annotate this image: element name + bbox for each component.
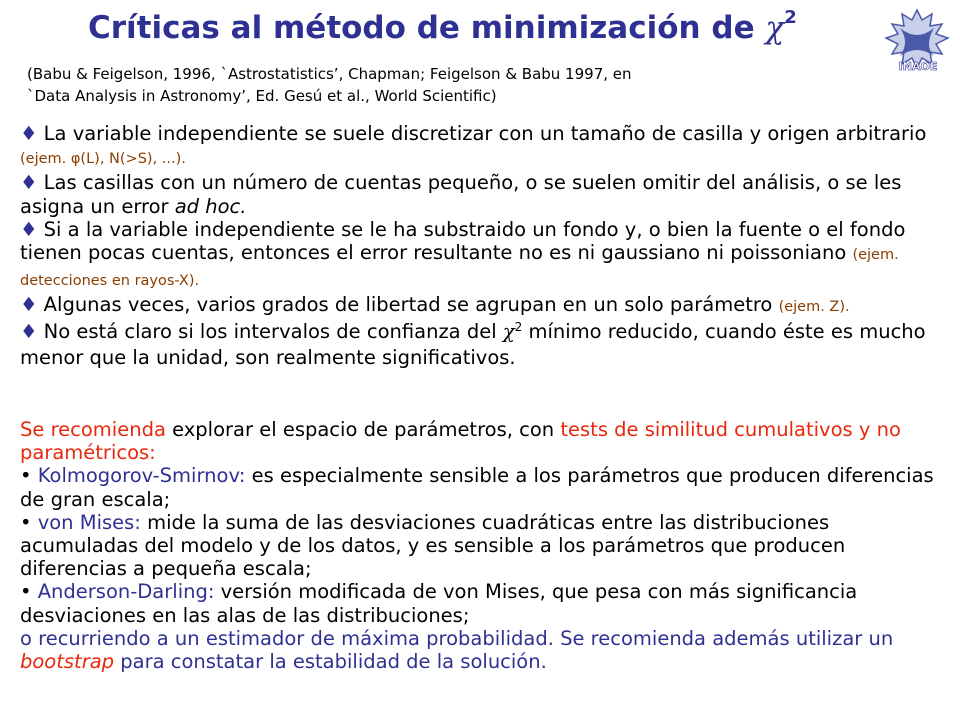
- superscript: 2: [514, 319, 523, 334]
- chi-symbol: χ: [765, 10, 785, 46]
- diamond-icon: ♦: [20, 319, 38, 343]
- diamond-icon: ♦: [20, 293, 38, 317]
- closing-italic: bootstrap: [20, 650, 115, 674]
- test-name: Kolmogorov-Smirnov:: [31, 464, 246, 488]
- bullet-item: [20, 293, 940, 319]
- test-description: es especialmente sensible a los parámetros que producen diferencias de gran escala;: [20, 464, 934, 511]
- title-text: Críticas al método de minimización de: [88, 10, 766, 46]
- diamond-icon: ♦: [20, 217, 38, 241]
- bullet-list: [20, 122, 940, 369]
- bullet-text: La variable independiente se suele discretizar con un tamaño de casilla y origen arbitrario: [37, 122, 927, 145]
- chi-symbol: χ: [502, 319, 515, 343]
- bullet-item: [20, 320, 940, 369]
- reference: [27, 63, 632, 107]
- bullet-text: Las casillas con un número de cuentas pequeño, o se suelen omitir del análisis, o se les asigna un error: [20, 171, 902, 218]
- recommendation-tests: tests de similitud cumulativos y no paramétricos:: [20, 418, 901, 465]
- bullet-item: [20, 218, 940, 294]
- reference-line-2: `Data Analysis in Astronomy’, Ed. Gesú et al., World Scientific): [27, 87, 497, 105]
- recommendation-text: explorar el espacio de parámetros, con: [172, 418, 561, 441]
- recommendation-label: Se recomienda: [20, 418, 173, 441]
- recommendation-intro: [20, 418, 950, 464]
- bullet-note: (ejem. φ(L), N(>S), ...).: [20, 151, 186, 168]
- bullet-text: No está claro si los intervalos de confianza del: [37, 319, 503, 343]
- bullet-item: [20, 122, 940, 171]
- title-superscript: 2: [784, 6, 797, 28]
- bullet-note: (ejem. detecciones en rayos-X).: [20, 247, 899, 290]
- test-item: [20, 464, 950, 510]
- recommendation-section: [20, 418, 950, 673]
- bullet-dot: •: [20, 580, 32, 604]
- test-description: mide la suma de las desviaciones cuadráticas entre las distribuciones acumuladas del modelo y de los datos, y es sensible a los parámetros que producen diferencias a pequeña escala;: [20, 510, 846, 581]
- logo-text: INAOE: [898, 60, 938, 73]
- reference-line-1: (Babu & Feigelson, 1996, `Astrostatistics’, Chapman; Feigelson & Babu 1997, en: [27, 65, 632, 83]
- recommendation-closing: [20, 627, 950, 673]
- diamond-icon: ♦: [20, 122, 38, 145]
- bullet-text: mínimo reducido, cuando éste es mucho menor que la unidad, son realmente significativos.: [20, 319, 926, 369]
- bullet-text: Si a la variable independiente se le ha substraido un fondo y, o bien la fuente o el fondo tienen pocas cuentas, entonces el error resultante no es ni gaussiano ni poissoniano: [20, 217, 906, 265]
- test-item: [20, 511, 950, 581]
- diamond-icon: ♦: [20, 171, 38, 195]
- test-name: von Mises:: [31, 510, 141, 534]
- closing-text: o recurriendo a un estimador de máxima probabilidad. Se recomienda además utilizar un: [20, 626, 894, 650]
- closing-text: para constatar la estabilidad de la solución.: [114, 650, 547, 674]
- test-name: Anderson-Darling:: [31, 580, 215, 604]
- bullet-dot: •: [20, 510, 32, 534]
- page-title: [88, 6, 797, 46]
- test-description: versión modificada de von Mises, que pesa con más significancia desviaciones en las alas de las distribuciones;: [20, 580, 858, 627]
- bullet-item: [20, 171, 940, 217]
- test-item: [20, 580, 950, 626]
- bullet-italic: ad hoc.: [174, 194, 247, 218]
- bullet-dot: •: [20, 464, 32, 488]
- bullet-note: (ejem. Z).: [778, 299, 850, 316]
- bullet-text: Algunas veces, varios grados de libertad se agrupan en un solo parámetro: [37, 293, 779, 317]
- inaoe-logo-icon: [878, 6, 956, 76]
